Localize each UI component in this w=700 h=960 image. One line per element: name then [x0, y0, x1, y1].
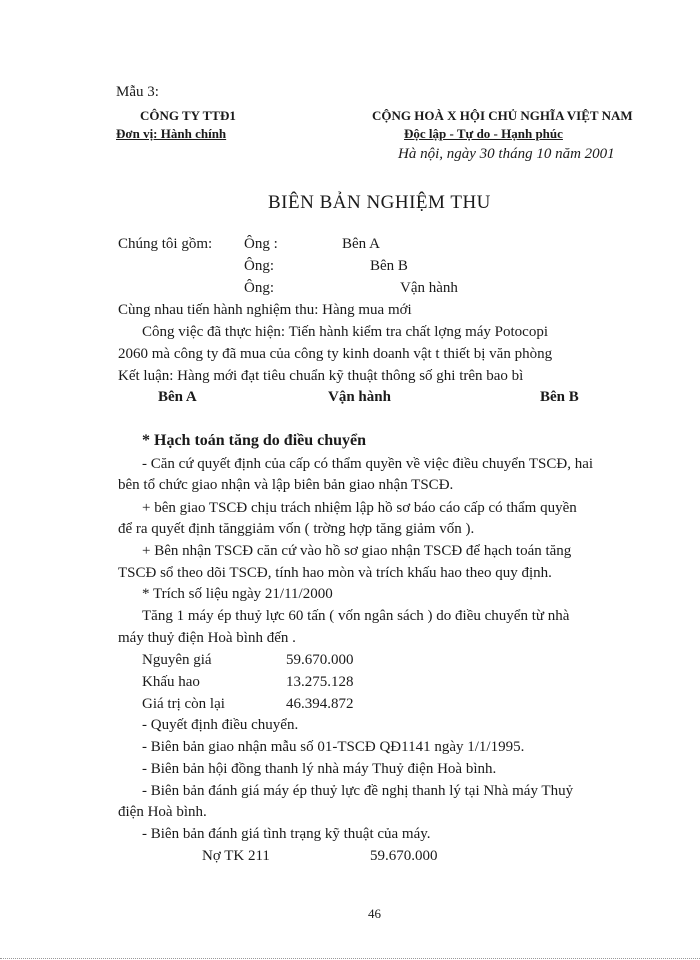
member-role: Vận hành	[400, 280, 458, 296]
members-intro: Chúng tôi gồm:	[118, 236, 213, 252]
value-label: Nguyên giá	[142, 652, 212, 668]
value-amount: 13.275.128	[286, 674, 354, 690]
entry-label: Nợ TK 211	[202, 848, 270, 864]
paragraph-line: TSCĐ sổ theo dõi TSCĐ, tính hao mòn và trích khấu hao theo quy định.	[118, 565, 552, 581]
paragraph-line: bên tổ chức giao nhận và lập biên bản giao nhận TSCĐ.	[118, 477, 454, 493]
signature-operator: Vận hành	[328, 389, 391, 405]
value-label: Giá trị còn lại	[142, 696, 225, 712]
document-list-item: - Biên bản đánh giá tình trạng kỹ thuật của máy.	[142, 826, 431, 842]
form-label: Mẫu 3:	[116, 84, 159, 100]
signature-party-b: Bên B	[540, 389, 579, 405]
value-amount: 59.670.000	[286, 652, 354, 668]
paragraph-line: Tăng 1 máy ép thuỷ lực 60 tấn ( vốn ngân sách ) do điều chuyển từ nhà	[142, 608, 570, 624]
member-label: Ông:	[244, 280, 274, 296]
member-label: Ông :	[244, 236, 278, 252]
accounting-heading: * Hạch toán tăng do điều chuyển	[142, 432, 367, 449]
page-border-dotted	[0, 958, 700, 959]
member-label: Ông:	[244, 258, 274, 274]
national-motto: Độc lập - Tự do - Hạnh phúc	[404, 126, 563, 141]
excerpt-line: * Trích số liệu ngày 21/11/2000	[142, 586, 333, 602]
unit-name: Đơn vị: Hành chính	[116, 126, 227, 141]
republic-heading: CỘNG HOÀ X HỘI CHỦ NGHĨA VIỆT NAM	[372, 108, 633, 123]
paragraph-line: để ra quyết định tănggiảm vốn ( trờng hợp tăng giảm vốn ).	[118, 521, 475, 537]
document-list-item: điện Hoà bình.	[118, 804, 207, 820]
member-role: Bên A	[342, 236, 380, 252]
member-role: Bên B	[370, 258, 408, 274]
value-label: Khấu hao	[142, 674, 200, 690]
document-list-item: - Biên bản đánh giá máy ép thuỷ lực đề nghị thanh lý tại Nhà máy Thuỷ	[142, 783, 574, 799]
page-number: 46	[368, 906, 381, 921]
paragraph-line: + Bên nhận TSCĐ căn cứ vào hồ sơ giao nhận TSCĐ để hạch toán tăng	[142, 543, 572, 559]
together-line: Cùng nhau tiến hành nghiệm thu: Hàng mua mới	[118, 302, 412, 318]
entry-amount: 59.670.000	[370, 848, 438, 864]
paragraph-line: máy thuỷ điện Hoà bình đến .	[118, 630, 296, 646]
value-amount: 46.394.872	[286, 696, 354, 712]
paragraph-line: + bên giao TSCĐ chịu trách nhiệm lập hồ sơ báo cáo cấp có thẩm quyền	[142, 500, 577, 516]
work-line: Công việc đã thực hiện: Tiến hành kiểm tra chất lợng máy Potocopi	[142, 324, 548, 340]
document-date: Hà nội, ngày 30 tháng 10 năm 2001	[398, 146, 615, 162]
document-list-item: - Quyết định điều chuyển.	[142, 717, 299, 733]
document-title: BIÊN BẢN NGHIỆM THU	[268, 192, 491, 213]
document-list-item: - Biên bản hội đồng thanh lý nhà máy Thuỷ điện Hoà bình.	[142, 761, 497, 777]
signature-party-a: Bên A	[158, 389, 197, 405]
document-list-item: - Biên bản giao nhận mẫu số 01-TSCĐ QĐ1141 ngày 1/1/1995.	[142, 739, 525, 755]
conclusion-line: Kết luận: Hàng mới đạt tiêu chuẩn kỹ thuật thông số ghi trên bao bì	[118, 368, 524, 384]
paragraph-line: - Căn cứ quyết định của cấp có thẩm quyền về việc điều chuyển TSCĐ, hai	[142, 456, 594, 472]
work-line: 2060 mà công ty đã mua của công ty kinh doanh vật t thiết bị văn phòng	[118, 346, 553, 362]
company-name: CÔNG TY TTĐ1	[140, 108, 236, 123]
